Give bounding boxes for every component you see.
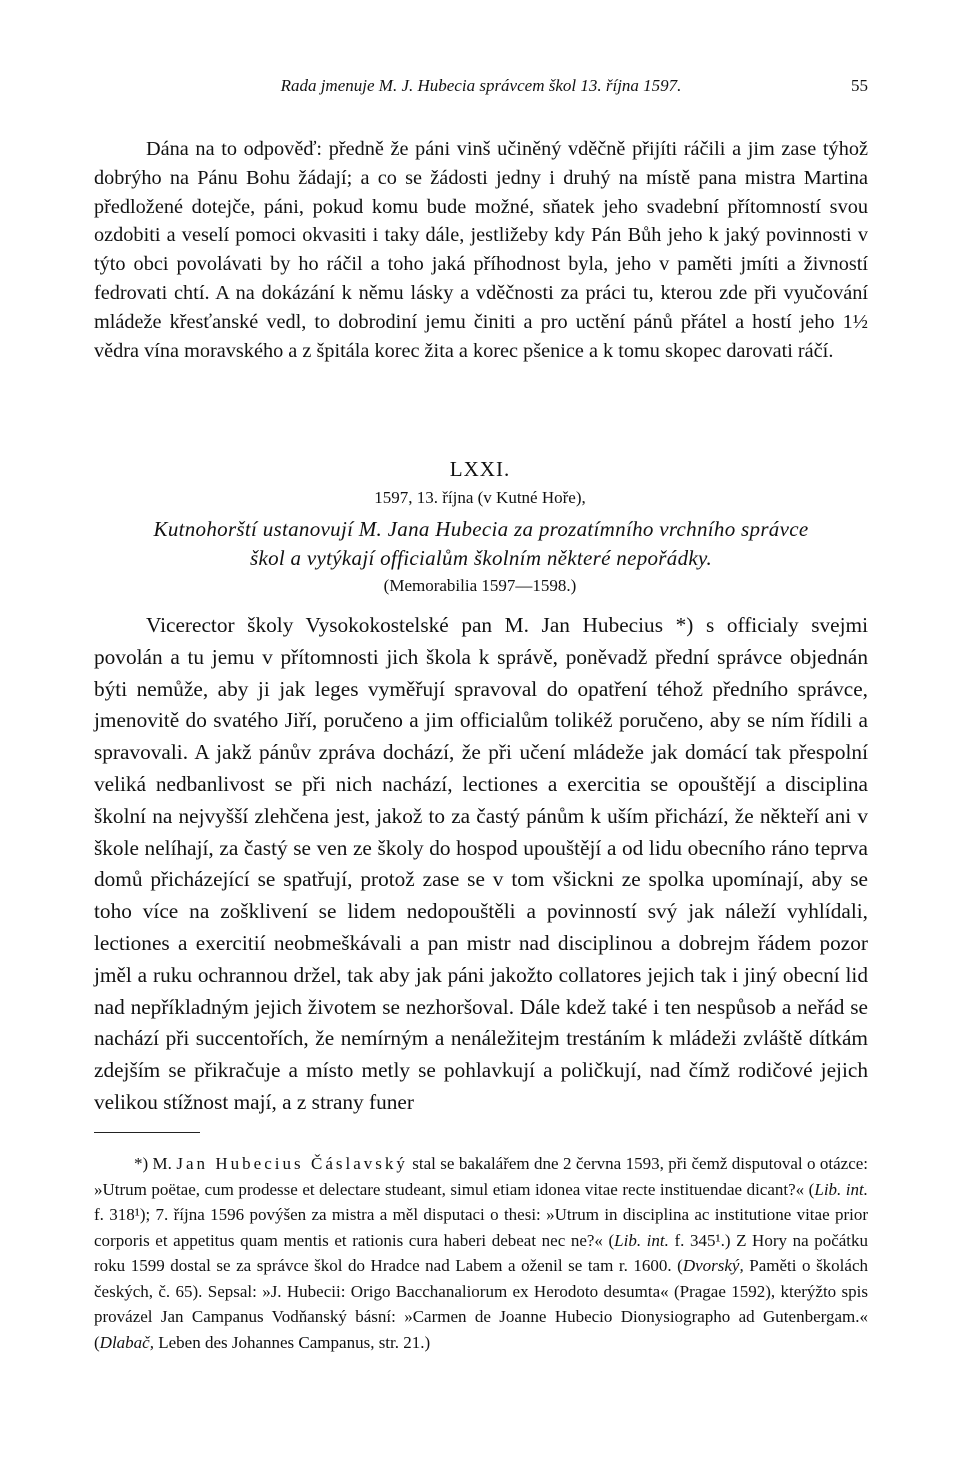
footnote-text-2: f. 318¹); 7. října 1596 povýšen za mistra a měl disputaci o thesi: »Utrum in disciplina ac institutione vitae prior corporis et appetitus quam mentis et rationis cura haberi debeat nec ne?« (	[94, 1205, 868, 1250]
section-title	[94, 515, 868, 573]
section-title-line-1: Kutnohorští ustanovují M. Jana Hubecia za prozatímního vrchního správce	[153, 517, 809, 541]
footnote	[94, 1151, 868, 1355]
paragraph-1-text: Dána na to odpověď: předně že páni vinš učiněný vděčně přijíti ráčili a jim zase týhož dobrýho na Pánu Bohu žádají; a co se žádosti jedny i druhý na místě pana mistra Martina předložené dotejče, páni, pokud komu bude možné, sňatek jeho svadební přítomností svou ozdobiti a veselí pomoci okvasiti i taky dále, jestližeby kdy Pán Bůh jeho k jaký povinnosti v týto obci povolávati by ho ráčil a toho jaká příhodnost byla, jeho v paměti jmíti a živností fedrovati chtí. A na dokázání k němu lásky a vděčnosti za práci tu, kterou zde při vyučování mládeže křesťanské vedl, to dobrodiní jemu činiti a pro uctění pánů přátel a hostí jeho 1½ vědra vína moravského a z špitála korec žita a korec pšenice a k tomu skopec darovati ráčí.	[94, 138, 868, 362]
section-source: (Memorabilia 1597—1598.)	[383, 576, 577, 595]
section-number: LXXI.	[449, 457, 511, 481]
section-title-line-2: škol a vytýkají officialům školním některé nepořádky.	[249, 546, 713, 570]
section-date: 1597, 13. října (v Kutné Hoře),	[374, 488, 586, 507]
footnote-rule	[94, 1132, 200, 1133]
footnote-marker: *) M.	[134, 1154, 172, 1173]
page-number: 55	[851, 76, 868, 95]
footnote-text-5: Leben des Johannes Campanus, str. 21.)	[158, 1332, 431, 1352]
footnote-text-1: stal se bakalářem dne 2 června 1593, při čemž disputoval o otázce: »Utrum poëtae, cum prodesse et delectare studeant, simul etiam idonea vitae recte instituendae dicant?« (	[94, 1154, 869, 1199]
footnote-ref-2: Lib. int.	[614, 1230, 669, 1250]
paragraph-2	[94, 610, 868, 1119]
footnote-ref-1: Lib. int.	[814, 1179, 869, 1199]
footnote-name: Jan Hubecius Čáslavský	[176, 1154, 408, 1173]
page-header	[94, 76, 868, 100]
footnote-ref-3: Dvorský,	[682, 1256, 744, 1275]
footnote-text-4: Paměti o školách českých, č. 65). Sepsal: »J. Hubecii: Origo Bacchanaliorum ex Herodoto desumta« (Pragae 1592), kterýžto spis provázel Jan Campanus Vodňanský básní: »Carmen de Joanne Hubecio Dionysiographo ad Gutenbergam.« (	[94, 1256, 868, 1352]
footnote-ref-4: Dlabač,	[99, 1332, 154, 1352]
paragraph-2-text: Vicerector školy Vysokokostelské pan M. Jan Hubecius *) s officialy svejmi povolán a tu jemu v přítomnosti jich škola k správě, poněvadž přední správce objednán býti nemůže, aby ji jak leges vyměřují spravoval do opatření téhož předního správce, jmenovitě do svatého Jiří, poručeno a jim officialům tolikéž poručeno, aby se ním řídili a spravovali. A jakž pánův zpráva dochází, že při učení mládeže jak domácí tak přespolní veliká nedbanlivost se při nich nachází, lectiones a exercitia se opouštějí a disciplina školní na nejvyšší zlehčena jest, jakož to za častý pánům k uším přichází, že někteří ani v škole nelíhají, za častý se ven ze školy do hospod upouštějí a od lidu obecního ráno teprva domů přicházející se spatřují, protož zase se v tom všickni ze spolka upomínají, aby se toho více na zošklivení se lidem nedopouštěli a povinností svý jak náleží vyhlídali, lectiones a exercitií neobmeškávali a pan mistr nad disciplinou a dobrejm řádem pozor jměl a ruku ochrannou držel, tak aby jak páni jakožto collatores jejich tak i jiný obecní lid nad nepříkladným jejich životem se nezhoršoval. Dále kdež také i ten nespůsob a neřád se nachází při succentořích, že nemírným a nenáležitejm trestáním k mládeži zvláště dítkám zdejším se přikračuje a místo metly se pohlavkují a poličkují, nad čímž rodičové jejich velikou stížnost mají, a z strany funer	[94, 613, 868, 1114]
paragraph-1	[94, 135, 868, 365]
running-title: Rada jmenuje M. J. Hubecia správcem škol 13. října 1597.	[280, 76, 682, 95]
footnote-text-3: f. 345¹.) Z Hory na počátku roku 1599 dostal se za správce škol do Hradce nad Labem a oženil se tam r. 1600. (	[94, 1230, 869, 1275]
